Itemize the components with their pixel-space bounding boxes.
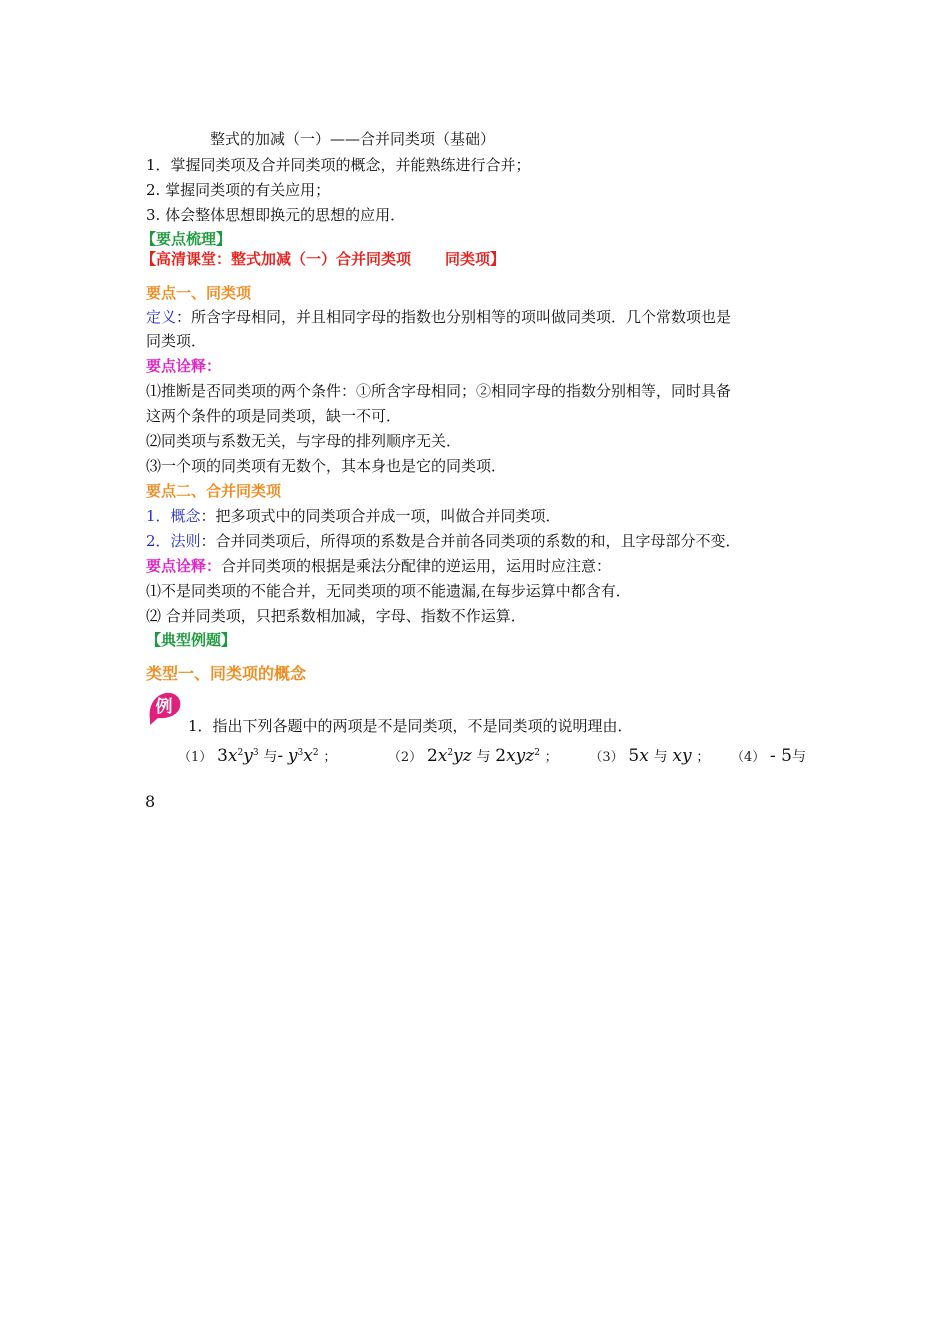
video-lesson-suffix: 同类项】 (445, 250, 506, 268)
and-word: 与 (263, 749, 278, 765)
point2-heading: 要点二、合并同类项 (146, 482, 282, 500)
rule-text: ：合并同类项后，所得项的系数是合并前各同类项的系数的和，且字母部分不变． (200, 532, 741, 550)
term-label-1: （1） (178, 750, 213, 765)
term-label-4: （4） (730, 750, 766, 765)
concept-text: ：把多项式中的同类项合并成一项，叫做合并同类项． (200, 507, 561, 525)
point2-rule (146, 531, 741, 551)
question-1-terms: （1） $3x^2y^3$ 与- $y^3x^2$ ； （2） $2x^2yz$ 与 2xyz$^2$ ； （3） 5x 与 xy ； （4） - 5与 (178, 746, 806, 766)
rule-label: 2．法则 (146, 532, 201, 550)
point1-explain-line: ⑴推断是否同类项的两个条件：①所含字母相同；②相同字母的指数分别相等，同时具备 (146, 382, 732, 400)
section-heading-summary: 【要点梳理】 (141, 230, 232, 248)
example-badge-icon (146, 689, 184, 727)
negative-five: - 5 (770, 746, 792, 766)
point1-explain-line: ⑵同类项与系数无关，与字母的排列顺序无关． (146, 432, 462, 450)
question-1: 1．指出下列各题中的两项是不是同类项，不是同类项的说明理由． (188, 717, 633, 735)
example-badge-label: 例 (155, 697, 173, 717)
point2-explain-line: ⑵ 合并同类项，只把系数相加减，字母、指数不作运算． (146, 607, 526, 625)
video-lesson-prefix: 【高清课堂：整式加减（一）合并同类项 (141, 250, 412, 268)
and-word: 与 (791, 749, 806, 765)
concept-label: 1．概念 (146, 507, 201, 525)
minus-sign: - (277, 746, 284, 766)
semicolon: ； (696, 750, 710, 765)
point1-explain-heading: 要点诠释： (146, 357, 222, 375)
point1-heading: 要点一、同类项 (146, 284, 252, 302)
definition-text: ：所含字母相同，并且相同字母的指数也分别相等的项叫做同类项．几个常数项也是 (176, 308, 732, 326)
point2-explain-line: ⑴不是同类项的不能合并，无同类项的项不能遗漏,在每步运算中都含有． (146, 582, 631, 600)
and-word: 与 (653, 749, 668, 765)
point1-explain-line: 这两个条件的项是同类项，缺一不可． (146, 407, 402, 425)
objective-1: 1．掌握同类项及合并同类项的概念，并能熟练进行合并； (146, 156, 531, 174)
document-title: 整式的加减（一）——合并同类项（基础） (210, 130, 496, 148)
semicolon: ； (323, 750, 337, 765)
semicolon: ； (544, 750, 558, 765)
term-label-3: （3） (589, 750, 624, 765)
point2-explain-text: 合并同类项的根据是乘法分配律的逆运用，运用时应注意： (221, 557, 612, 575)
point2-concept (146, 506, 561, 526)
point1-definition-cont: 同类项． (146, 332, 207, 350)
objective-3: 3. 体会整体思想即换元的思想的应用． (146, 206, 406, 224)
and-word: 与 (476, 749, 491, 765)
point2-explain (146, 556, 611, 576)
type1-heading: 类型一、同类项的概念 (146, 664, 307, 683)
point2-explain-heading: 要点诠释： (146, 557, 222, 575)
section-heading-examples: 【典型例题】 (146, 631, 237, 649)
term-label-2: （2） (387, 750, 423, 765)
point1-definition (146, 307, 731, 327)
page-number: 8 (145, 792, 156, 811)
definition-label: 定义 (146, 308, 177, 326)
point1-explain-line: ⑶一个项的同类项有无数个，其本身也是它的同类项． (146, 457, 507, 475)
video-lesson-link[interactable] (141, 249, 505, 269)
objective-2: 2. 掌握同类项的有关应用； (146, 181, 331, 199)
